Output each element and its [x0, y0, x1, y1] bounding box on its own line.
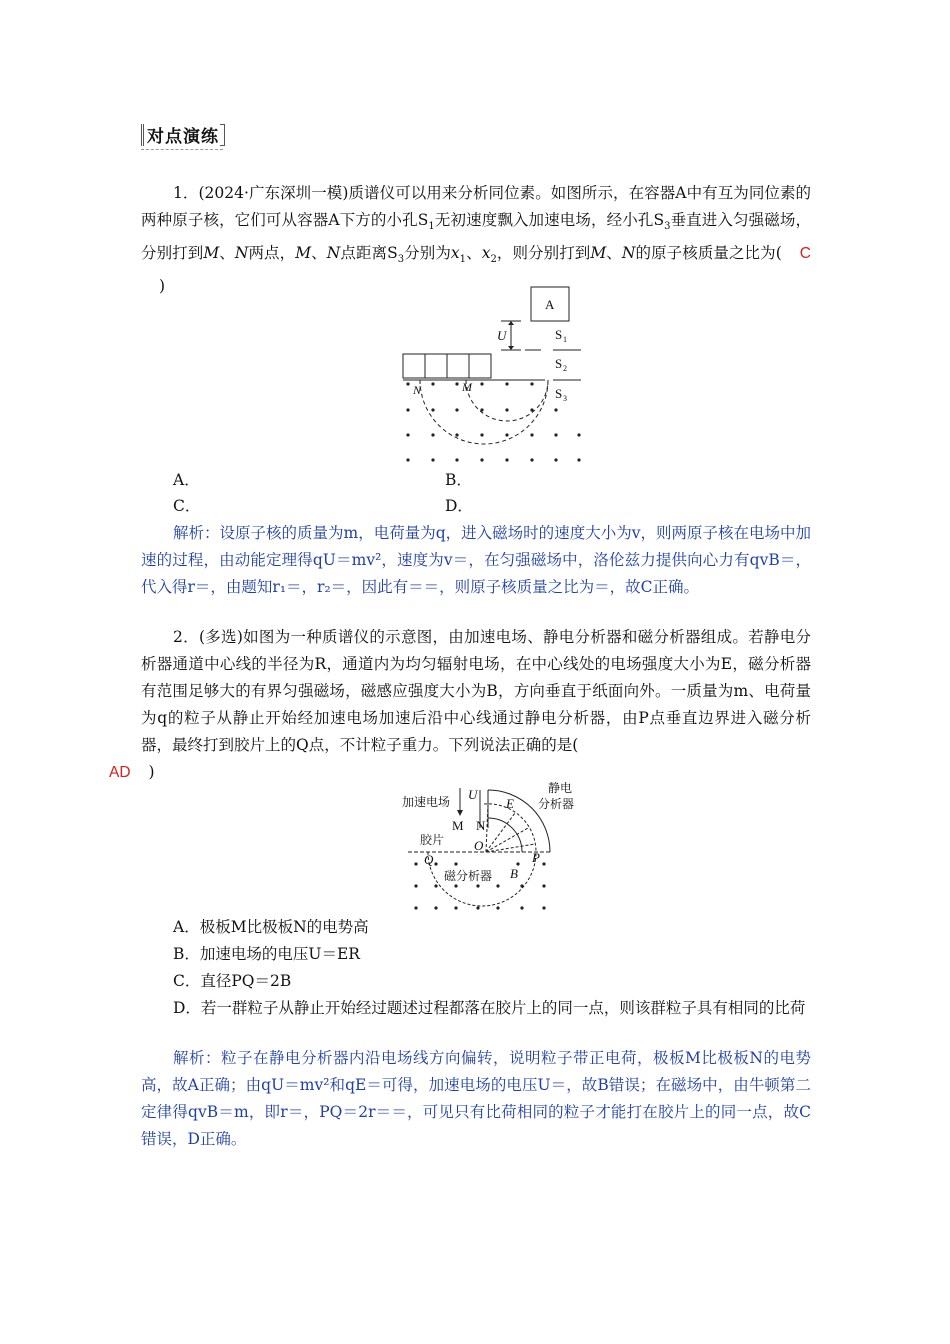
label-a: A [545, 297, 555, 312]
label-p: P [532, 850, 540, 865]
answer-1: C [799, 245, 811, 263]
label-mag-analyzer: 磁分析器 [444, 869, 493, 883]
question-1-stem: 1．(2024·广东深圳一模)质谱仪可以用来分析同位素。如图所示，在容器A中有互为同位素的两种原子核，它们可从容器A下方的小孔$S_1$无初速度飘入加速电场，经小孔$S_3$垂直进入匀强磁场，分别打到M、N两点，M、N点距离$S_3$分别为$x_1$、$x_2$，则分别打到M、N的原子核质量之比为( C) [141, 184, 812, 296]
analysis-1: 解析：设原子核的质量为m，电荷量为q，进入磁场时的速度大小为v，则两原子核在电场中加速的过程，由动能定理得qU＝mv²，速度为v＝，在匀强磁场中，洛伦兹力提供向心力有qvB＝，代入得r＝，由题知r₁＝，r₂＝，因此有＝＝，则原子核质量之比为＝，故C正确。 [141, 524, 811, 596]
q2-option-a[interactable]: A．极板M比极板N的电势高 [173, 918, 369, 936]
label-u: U [497, 328, 507, 343]
label-o: O [474, 838, 484, 853]
q1-option-a[interactable]: A． [173, 471, 200, 489]
label-s1: S [555, 327, 563, 342]
svg-text:1: 1 [563, 335, 567, 344]
q2-option-d[interactable]: D．若一群粒子从静止开始经过题述过程都落在胶片上的同一点，则该群粒子具有相同的比荷 [173, 999, 806, 1017]
label-static-1: 静电 [548, 782, 573, 795]
svg-text:3: 3 [563, 394, 567, 403]
analysis-2: 解析：粒子在静电分析器内沿电场线方向偏转，说明粒子带正电荷，极板M比极板N的电势高，故A正确；由qU＝mv²和qE＝可得，加速电场的电压U＝，故B错误；在磁场中，由牛顿第二定律得qvB＝m，即r＝，PQ＝2r＝＝，可见只有比荷相同的粒子才能打在胶片上的同一点，故C错误，D正确。 [141, 1049, 811, 1148]
mass-spectrometer-diagram-1 [395, 284, 595, 466]
q1-option-d[interactable]: D． [445, 497, 473, 515]
section-title: 对点演练 [141, 122, 223, 150]
answer-2: AD [109, 764, 131, 781]
label-n: N [413, 383, 422, 397]
label-static-2: 分析器 [538, 797, 575, 811]
label-b: B [510, 866, 518, 881]
label-plate-n: N [476, 818, 486, 833]
question-2-stem: 2．(多选)如图为一种质谱仪的示意图，由加速电场、静电分析器和磁分析器组成。若静电分析器通道中心线的半径为R，通道内为均匀辐射电场，在中心线处的电场强度大小为E，磁分析器有范围足够大的有界匀强磁场，磁感应强度大小为B，方向垂直于纸面向外。一质量为m、电荷量为q的粒子从静止开始经加速电场加速后沿中心线通过静电分析器，由P点垂直边界进入磁分析器，最终打到胶片上的Q点，不计粒子重力。下列说法正确的是( AD ) [109, 628, 811, 781]
label-s3: S [555, 386, 563, 401]
label-plate-m: M [452, 818, 464, 833]
q2-option-b[interactable]: B．加速电场的电压U＝ER [173, 945, 360, 963]
label-e: E [506, 796, 514, 811]
label-q: Q [424, 852, 434, 867]
trajectory-n [420, 380, 548, 444]
label-m: M [462, 380, 472, 394]
mass-spectrometer-diagram-2 [398, 782, 588, 914]
q1-option-c[interactable]: C． [173, 497, 201, 515]
label-u2: U [468, 787, 478, 802]
svg-text:2: 2 [563, 364, 567, 373]
label-s2: S [555, 356, 563, 371]
label-film: 胶片 [420, 833, 445, 847]
q2-option-c[interactable]: C．直径PQ＝2B [173, 972, 292, 990]
label-accel-field: 加速电场 [402, 795, 451, 809]
trajectory-m [466, 380, 548, 421]
q1-option-b[interactable]: B． [445, 471, 472, 489]
